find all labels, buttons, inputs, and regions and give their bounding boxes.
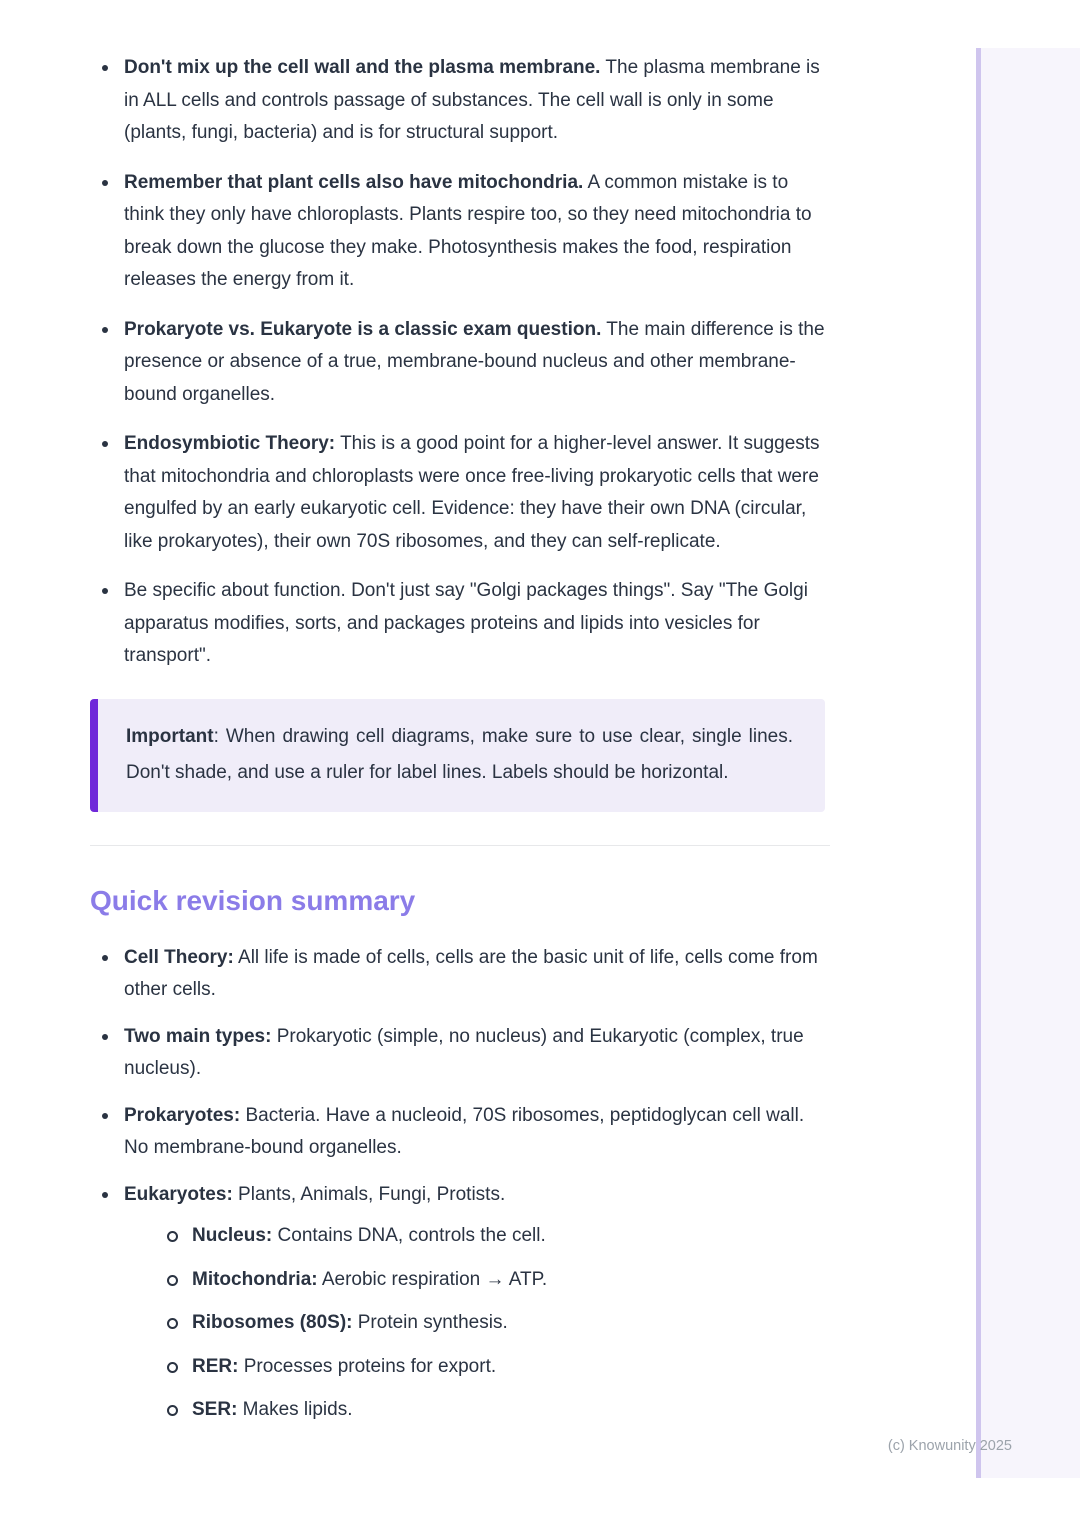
list-item: [90, 1179, 830, 1427]
list-item: [90, 1021, 830, 1086]
organelle-lead: Ribosomes (80S):: [192, 1312, 353, 1333]
list-item: [158, 1351, 830, 1384]
copyright-watermark: (c) Knowunity 2025: [887, 1438, 1012, 1454]
list-item: [90, 428, 830, 558]
organelle-text: Contains DNA, controls the cell.: [272, 1225, 546, 1246]
summary-lead: Prokaryotes:: [124, 1104, 241, 1126]
organelle-text: Processes proteins for export.: [238, 1355, 497, 1377]
list-item: [90, 167, 830, 297]
organelle-text: Protein synthesis.: [352, 1312, 508, 1333]
next-page-preview: [976, 48, 1080, 1478]
exam-tips-list: [90, 52, 830, 673]
tip-text: A common mistake is to think they only have chloroplasts. Plants respire too, so they need mitochondria to break down the glucose they make. Photosynthesis makes the food, respiration releases the energy from it.: [124, 171, 812, 290]
summary-text: Plants, Animals, Fungi, Protists.: [232, 1183, 506, 1205]
list-item: [158, 1307, 830, 1340]
list-item: [158, 1394, 830, 1427]
tip-text: This is a good point for a higher-level answer. It suggests that mitochondria and chloroplasts were once free-living prokaryotic cells that were engulfed by an early eukaryotic cell. Evidence: they have their own DNA (circular, like prokaryotes), their own 70S ribosomes, and they can self-replicate.: [124, 433, 820, 552]
list-item: [90, 314, 830, 412]
section-heading: Quick revision summary: [90, 884, 416, 916]
list-item: [90, 52, 830, 150]
summary-text: All life is made of cells, cells are the basic unit of life, cells come from other cells.: [124, 946, 818, 1000]
callout-text: [126, 719, 793, 792]
list-item: [158, 1264, 830, 1297]
tip-lead: Endosymbiotic Theory:: [124, 433, 336, 454]
tip-lead: Don't mix up the cell wall and the plasma membrane.: [124, 57, 601, 78]
eukaryote-organelles-list: [158, 1220, 830, 1427]
tip-text: The main difference is the presence or absence of a true, membrane-bound nucleus and other membrane-bound organelles.: [124, 318, 825, 405]
summary-lead: Cell Theory:: [124, 946, 234, 968]
important-callout: [90, 699, 825, 812]
organelle-lead: Mitochondria:: [192, 1268, 318, 1290]
tip-text: Be specific about function. Don't just say "Golgi packages things". Say "The Golgi apparatus modifies, sorts, and packages proteins and lipids into vesicles for transport".: [124, 580, 808, 666]
callout-lead: Important: [126, 725, 214, 747]
tip-text: The plasma membrane is in ALL cells and controls passage of substances. The cell wall is only in some (plants, fungi, bacteria) and is for structural support.: [124, 57, 820, 143]
callout-body: : When drawing cell diagrams, make sure to use clear, single lines. Don't shade, and use a ruler for label lines. Labels should be horizontal.: [126, 725, 793, 783]
summary-text: Bacteria. Have a nucleoid, 70S ribosomes, peptidoglycan cell wall. No membrane-bound organelles.: [124, 1104, 805, 1158]
section-divider: [90, 845, 830, 846]
notes-content: [90, 52, 830, 1441]
summary-text: Prokaryotic (simple, no nucleus) and Eukaryotic (complex, true nucleus).: [124, 1025, 804, 1079]
list-item: [158, 1220, 830, 1253]
organelle-text: Aerobic respiration → ATP.: [317, 1268, 548, 1290]
list-item: [90, 575, 830, 673]
summary-lead: Eukaryotes:: [124, 1183, 233, 1205]
organelle-lead: SER:: [192, 1399, 238, 1420]
organelle-lead: RER:: [192, 1355, 239, 1377]
list-item: [90, 942, 830, 1007]
tip-lead: Prokaryote vs. Eukaryote is a classic exam question.: [124, 318, 602, 340]
summary-lead: Two main types:: [124, 1025, 272, 1047]
tip-lead: Remember that plant cells also have mitochondria.: [124, 171, 584, 193]
organelle-lead: Nucleus:: [192, 1225, 273, 1246]
revision-summary-list: [90, 942, 830, 1427]
organelle-text: Makes lipids.: [237, 1399, 353, 1420]
list-item: [90, 1100, 830, 1165]
